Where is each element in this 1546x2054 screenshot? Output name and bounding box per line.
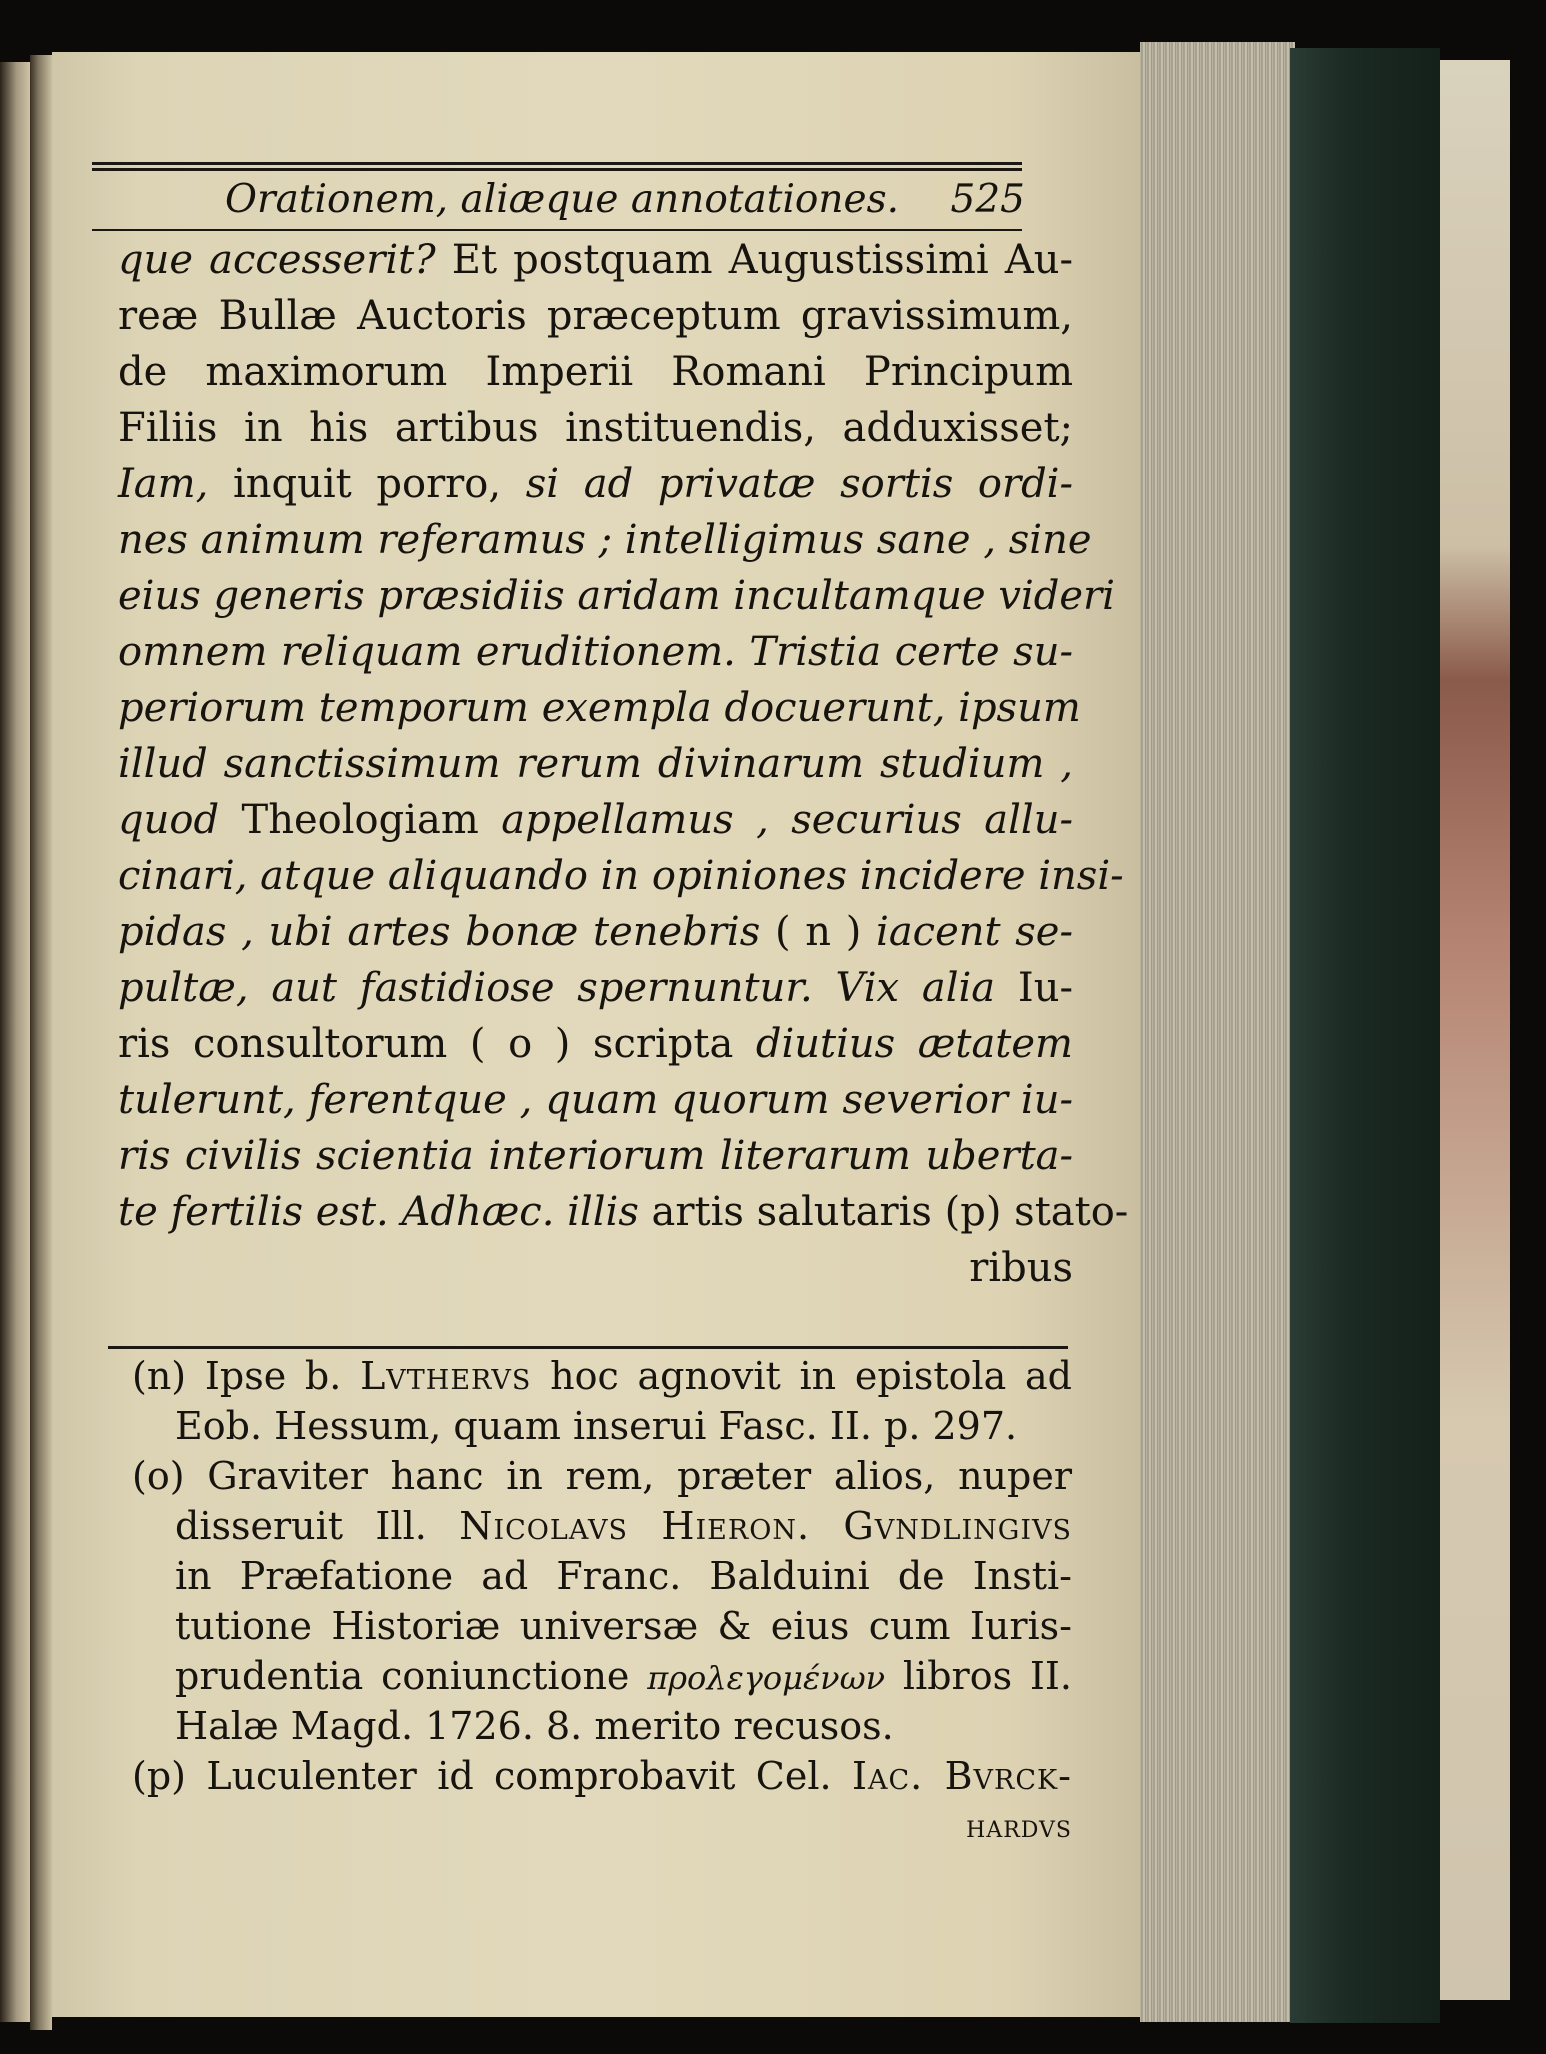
- body-line: nes animum referamus ; intelligimus sane , sine: [118, 517, 1092, 563]
- running-head-rule: [92, 229, 1022, 231]
- body-line: que accesserit? Et postquam Augustissimi Au-: [118, 237, 1073, 283]
- body-line: cinari, atque aliquando in opiniones incidere insi-: [118, 853, 1124, 899]
- footnote-n-line: (n) Ipse b. Lvthervs hoc agnovit in epistola ad: [132, 1354, 1072, 1398]
- footnote-n-line: Eob. Hessum, quam inserui Fasc. II. p. 297.: [175, 1404, 1018, 1448]
- body-line: te fertilis est. Adhæc. illis artis salutaris (p) stato-: [118, 1189, 1129, 1235]
- footnote-o-line: in Præfatione ad Franc. Balduini de Insti-: [175, 1554, 1072, 1598]
- body-line: periorum temporum exempla docuerunt, ipsum: [118, 685, 1081, 731]
- header-rule-thin: [92, 168, 1022, 171]
- book-spine: [1290, 48, 1440, 2023]
- body-line: eius generis præsidiis aridam incultamque videri: [118, 573, 1115, 619]
- body-line: Iam, inquit porro, si ad privatæ sortis ordi-: [118, 461, 1073, 507]
- footnote-o-line: prudentia coniunctione προλεγομένων libros II.: [175, 1654, 1072, 1698]
- running-head: [225, 172, 1025, 228]
- footnote-o-line: (o) Graviter hanc in rem, præter alios, nuper: [132, 1454, 1072, 1498]
- body-line: tulerunt, ferentque , quam quorum severior iu-: [118, 1077, 1073, 1123]
- body-line: quod Theologiam appellamus , securius allu-: [118, 797, 1073, 843]
- book-cover-edge: [1440, 60, 1510, 2000]
- body-line: ris consultorum ( o ) scripta diutius ætatem: [118, 1021, 1073, 1067]
- footnote-o-line: disseruit Ill. Nicolavs Hieron. Gvndlingivs: [175, 1504, 1072, 1548]
- footnote-o-line: tutione Historiæ universæ & eius cum Iuris-: [175, 1604, 1072, 1648]
- footnote-o-line: Halæ Magd. 1726. 8. merito recusos.: [175, 1704, 894, 1748]
- running-head-title: Orationem, aliæque annotationes.: [225, 177, 900, 222]
- body-line: pultæ, aut fastidiose spernuntur. Vix alia Iu-: [118, 965, 1073, 1011]
- footnote-p-line: (p) Luculenter id comprobavit Cel. Iac. Bvrck-: [132, 1754, 1072, 1798]
- body-line: omnem reliquam eruditionem. Tristia certe su-: [118, 629, 1073, 675]
- left-page-edge: [0, 62, 30, 2022]
- catchword: ribus: [969, 1245, 1073, 1291]
- footnote-p-catchword: hardvs: [966, 1807, 1072, 1845]
- page-number: 525: [950, 177, 1025, 222]
- body-line: ris civilis scientia interiorum literarum uberta-: [118, 1133, 1073, 1179]
- greek-word: προλεγομένων: [647, 1659, 886, 1697]
- header-rule-thick: [92, 162, 1022, 165]
- body-line: de maximorum Imperii Romani Principum: [118, 349, 1073, 395]
- body-line: pidas , ubi artes bonæ tenebris ( n ) iacent se-: [118, 909, 1073, 955]
- footnote-rule: [108, 1346, 1068, 1349]
- book-gutter: [30, 55, 52, 2030]
- body-line: Filiis in his artibus instituendis, adduxisset;: [118, 405, 1073, 451]
- body-line: illud sanctissimum rerum divinarum studium ,: [118, 741, 1073, 787]
- page-block-edges: [1140, 42, 1295, 2022]
- body-line: reæ Bullæ Auctoris præceptum gravissimum,: [118, 293, 1073, 339]
